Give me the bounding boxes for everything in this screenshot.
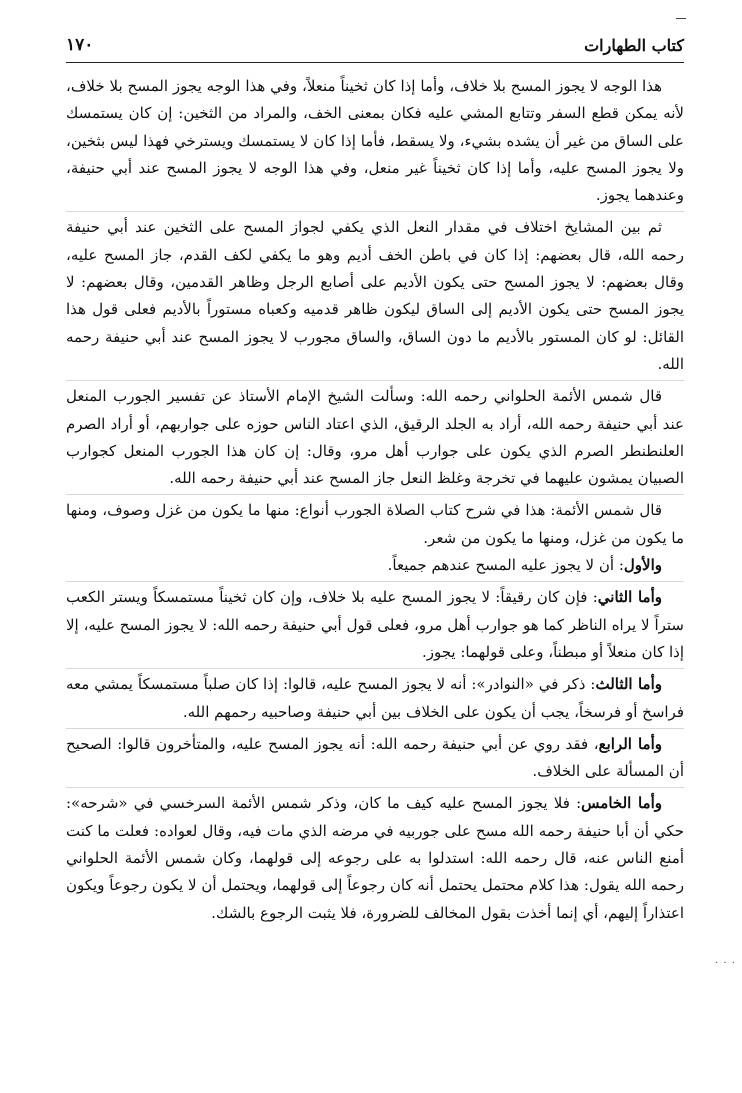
paragraph-text: : فإن كان رقيقاً: لا يجوز المسح عليه بلا خلاف، وإن كان ثخيناً مستمسكاً ويستر الكعب ستراً لا يراه الناظر كما هو جوارب أهل مرو، فعلى قول أبي حنيفة رحمه الله: لا يجوز المسح عليه، إلا إذا كان منعلاً أو مبطناً، وعلى قولهما: يجوز.	[66, 588, 684, 661]
paragraph	[66, 581, 684, 666]
paragraph	[66, 494, 684, 552]
paragraph	[66, 380, 684, 492]
paragraph-lead: وأما الثالث	[595, 675, 662, 694]
margin-mark: · · ·	[715, 958, 736, 969]
body-text	[66, 73, 684, 927]
page-number: ١٧٠	[66, 35, 94, 55]
paragraph-text: : أن لا يجوز عليه المسح عندهم جميعاً.	[387, 556, 624, 575]
paragraph-lead: وأما الثاني	[597, 588, 663, 607]
paragraph-lead: والأول	[623, 556, 662, 575]
paragraph-text: : فلا يجوز المسح عليه كيف ما كان، وذكر شمس الأئمة السرخسي في «شرحه»: حكي أن أبا حنيفة رحمه الله مسح على جوربيه في مرضه الذي مات فيه، وقال لعواده: فعلت ما كنت أمنع الناس عنه، قال رحمه الله: استدلوا به على رجوعه إلى قولهما، وكان شمس الأئمة الحلواني رحمه الله يقول: هذا كلام محتمل يحتمل أنه كان رجوعاً إلى قولهما، ويحتمل أن لا يكون رجوعاً ويكون اعتذاراً إليهم، أي إنما أخذت بقول المخالف للضرورة، فلا يثبت الرجوع بالشك.	[66, 794, 684, 922]
paragraph	[66, 73, 684, 209]
paragraph	[66, 211, 684, 378]
paragraph	[66, 728, 684, 786]
paragraph-text: قال شمس الأئمة: هذا في شرح كتاب الصلاة الجورب أنواع: منها ما يكون من غزل وصوف، ومنها ما يكون من غزل، ومنها ما يكون من شعر.	[66, 501, 684, 547]
paragraph-lead: وأما الخامس	[581, 794, 662, 813]
paragraph-text: ثم بين المشايخ اختلاف في مقدار النعل الذي يكفي لجواز المسح على الثخين عند أبي حنيفة رحمه الله، قال بعضهم: إذا كان في باطن الخف أديم وهو ما يكفي لكف القدم، جاز المسح عليه، وقال بعضهم: لا يجوز المسح حتى يكون الأديم على أصابع الرجل وظاهر القدمين، وقال بعضهم: لا يجوز المسح حتى يكون الأديم إلى الساق ليكون ظاهر قدميه وكعباه مستوراً بالأديم فعلى قول هذا القائل: لو كان المستور بالأديم ما دون الساق، والساق مجورب لا يجوز المسح عند أبي حنيفة رحمه الله.	[66, 218, 684, 373]
paragraph-text: : ذكر في «النوادر»: أنه لا يجوز المسح عليه، قالوا: إذا كان صلباً مستمسكاً يمشي معه فراسخ أو فرسخاً، يجب أن يكون على الخلاف بين أبي حنيفة وصاحبيه رحمهم الله.	[66, 675, 684, 721]
paragraph-lead: وأما الرابع	[598, 734, 663, 753]
paragraph-text: ، فقد روي عن أبي حنيفة رحمه الله: أنه يجوز المسح عليه، والمتأخرون قالوا: الصحيح أن المسألة على الخلاف.	[66, 734, 684, 781]
paragraph	[66, 668, 684, 726]
running-title: كتاب الطهارات	[584, 36, 684, 55]
page-header	[66, 0, 684, 63]
paragraph	[66, 552, 684, 579]
paragraph-text: قال شمس الأئمة الحلواني رحمه الله: وسألت الشيخ الإمام الأستاذ عن تفسير الجورب المنعل عند أبي حنيفة رحمه الله، أراد به الجلد الرقيق، الذي اعتاد الناس حوزه على جواربهم، أو أراد الصرم العلنطنطر الصرم الذي يكون على جوارب أهل مرو، وقال: إن كان هذا الجورب المنعل كجوارب الصبيان يمشون عليهما في تخرجة وغلظ النعل جاز المسح عند أبي حنيفة رحمه الله.	[66, 387, 684, 488]
paragraph-text: هذا الوجه لا يجوز المسح بلا خلاف، وأما إذا كان ثخيناً منعلاً، وفي هذا الوجه يجوز المسح بلا خلاف، لأنه يمكن قطع السفر وتتابع المشي عليه فكان بمعنى الخف، والمراد من الثخين: إن كان يستمسك على الساق من غير أن يشده بشيء، ولا يسقط، فأما إذا كان لا يستمسك ويسترخي فهذا ليس بثخين، ولا يجوز المسح عليه، وأما إذا كان ثخيناً غير منعل، وفي هذا الوجه لا يجوز المسح عند أبي حنيفة، وعندهما يجوز.	[66, 77, 684, 205]
paragraph	[66, 787, 684, 926]
